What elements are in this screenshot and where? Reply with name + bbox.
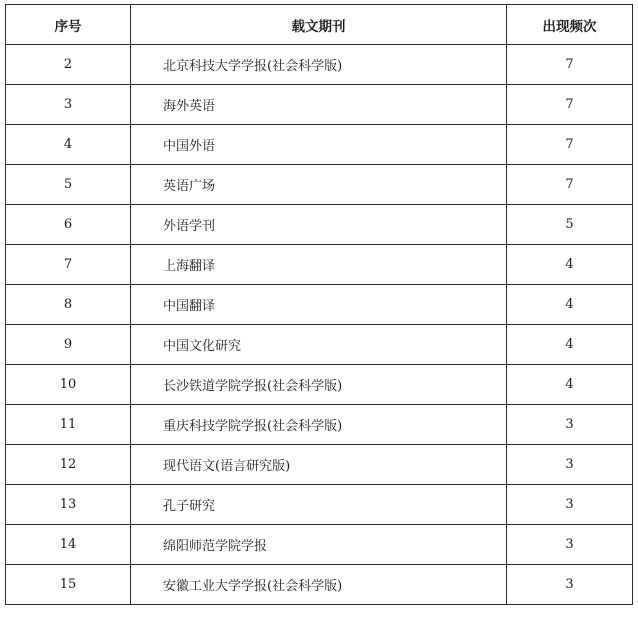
table-row: [6, 565, 633, 605]
cell-journal: 英语广场: [131, 165, 507, 205]
cell-frequency: 4: [507, 325, 633, 365]
journal-frequency-table: [5, 4, 633, 605]
cell-frequency: 5: [507, 205, 633, 245]
cell-index: 4: [6, 125, 131, 165]
cell-index: 8: [6, 285, 131, 325]
cell-journal: 安徽工业大学学报(社会科学版): [131, 565, 507, 605]
cell-index: 15: [6, 565, 131, 605]
header-row: [6, 5, 633, 45]
table-row: [6, 125, 633, 165]
cell-index: 11: [6, 405, 131, 445]
cell-index: 2: [6, 45, 131, 85]
header-frequency: 出现频次: [507, 5, 633, 45]
cell-frequency: 7: [507, 125, 633, 165]
table-row: [6, 325, 633, 365]
cell-journal: 中国翻译: [131, 285, 507, 325]
table-row: [6, 45, 633, 85]
cell-frequency: 3: [507, 565, 633, 605]
cell-frequency: 3: [507, 485, 633, 525]
cell-journal: 绵阳师范学院学报: [131, 525, 507, 565]
table-row: [6, 525, 633, 565]
cell-journal: 孔子研究: [131, 485, 507, 525]
cell-journal: 长沙铁道学院学报(社会科学版): [131, 365, 507, 405]
cell-frequency: 3: [507, 405, 633, 445]
cell-index: 12: [6, 445, 131, 485]
journal-table-container: [5, 4, 632, 605]
cell-journal: 上海翻译: [131, 245, 507, 285]
cell-frequency: 7: [507, 165, 633, 205]
cell-index: 5: [6, 165, 131, 205]
table-row: [6, 285, 633, 325]
cell-frequency: 3: [507, 525, 633, 565]
cell-frequency: 4: [507, 285, 633, 325]
table-row: [6, 85, 633, 125]
table-body: [6, 45, 633, 605]
cell-journal: 外语学刊: [131, 205, 507, 245]
cell-journal: 海外英语: [131, 85, 507, 125]
cell-index: 13: [6, 485, 131, 525]
cell-frequency: 3: [507, 445, 633, 485]
table-row: [6, 365, 633, 405]
cell-journal: 中国文化研究: [131, 325, 507, 365]
cell-frequency: 7: [507, 85, 633, 125]
cell-frequency: 4: [507, 365, 633, 405]
cell-index: 9: [6, 325, 131, 365]
cell-journal: 现代语文(语言研究版): [131, 445, 507, 485]
table-row: [6, 485, 633, 525]
cell-journal: 重庆科技学院学报(社会科学版): [131, 405, 507, 445]
table-row: [6, 405, 633, 445]
cell-frequency: 4: [507, 245, 633, 285]
cell-journal: 北京科技大学学报(社会科学版): [131, 45, 507, 85]
table-row: [6, 165, 633, 205]
cell-index: 10: [6, 365, 131, 405]
cell-index: 7: [6, 245, 131, 285]
table-row: [6, 445, 633, 485]
table-row: [6, 245, 633, 285]
table-header: [6, 5, 633, 45]
cell-journal: 中国外语: [131, 125, 507, 165]
cell-frequency: 7: [507, 45, 633, 85]
header-index: 序号: [6, 5, 131, 45]
table-row: [6, 205, 633, 245]
cell-index: 3: [6, 85, 131, 125]
cell-index: 14: [6, 525, 131, 565]
cell-index: 6: [6, 205, 131, 245]
header-journal: 载文期刊: [131, 5, 507, 45]
